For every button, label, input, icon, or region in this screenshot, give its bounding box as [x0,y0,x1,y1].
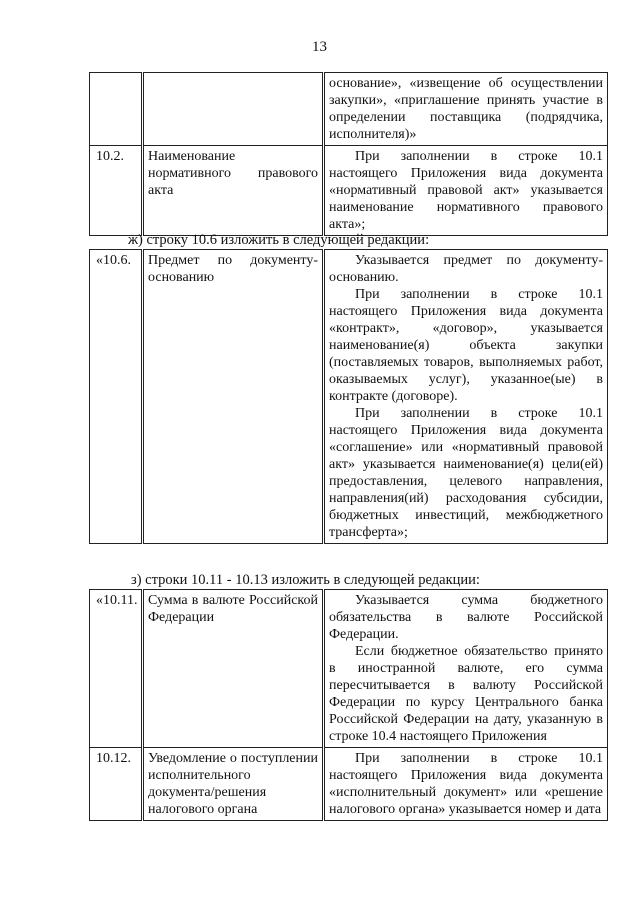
row-description [324,146,608,236]
amendment-caption: з) строки 10.11 - 10.13 изложить в следующей редакции: [131,572,480,588]
description-paragraph: Указывается предмет по документу-основанию. [329,253,603,285]
row-number: «10.6. [90,250,143,544]
table-row [90,250,608,544]
amendment-caption: ж) строку 10.6 изложить в следующей редакции: [128,232,430,248]
row-number [90,73,143,146]
row-name: Наименование нормативного правового акта [143,146,324,236]
rows-10-11-10-13-table [89,589,608,821]
row-number: «10.11. [90,590,143,748]
description-paragraph: При заполнении в строке 10.1 настоящего Приложения вида документа «исполнительный документ» или «решение налогового органа» указывается номер и дата [329,751,603,817]
description-paragraph: При заполнении в строке 10.1 настоящего Приложения вида документа «контракт», «договор», указывается наименование(я) объекта закупки (поставляемых товаров, выполняемых работ, оказываемых услуг), указанное(ые) в контракте (договоре). [329,287,603,404]
description-paragraph: При заполнении в строке 10.1 настоящего Приложения вида документа «нормативный правовой акт» указывается наименование нормативного правового акта»; [329,149,603,232]
description-paragraph: Если бюджетное обязательство принято в иностранной валюте, его сумма пересчитывается в валюту Российской Федерации по курсу Центрального банка Российской Федерации на дату, указанную в строке 10.4 настоящего Приложения [329,644,603,744]
row-name: Уведомление о поступлении исполнительного документа/решения налогового органа [143,748,324,821]
row-description [324,590,608,748]
table-row [90,748,608,821]
row-description [324,250,608,544]
row-name: Сумма в валюте Российской Федерации [143,590,324,748]
row-name [143,73,324,146]
description-paragraph: При заполнении в строке 10.1 настоящего Приложения вида документа «соглашение» или «нормативный правовой акт» указывается наименование(я) цели(ей) предоставления, целевого направления, направления(ий) расходования субсидии, бюджетных инвестиций, межбюджетного трансферта»; [329,406,603,540]
row-name: Предмет по документу-основанию [143,250,324,544]
table-row [90,590,608,748]
table-row [90,73,608,146]
continuation-table [89,72,608,236]
row-description [324,748,608,821]
page-number: 13 [312,39,327,55]
table-row [90,146,608,236]
row-number: 10.12. [90,748,143,821]
description-paragraph: Указывается сумма бюджетного обязательства в валюте Российской Федерации. [329,593,603,642]
description-paragraph: основание», «извещение об осуществлении закупки», «приглашение принять участие в определении поставщика (подрядчика, исполнителя)» [329,76,603,142]
row-10-6-table [89,249,608,544]
row-number: 10.2. [90,146,143,236]
row-description [324,73,608,146]
